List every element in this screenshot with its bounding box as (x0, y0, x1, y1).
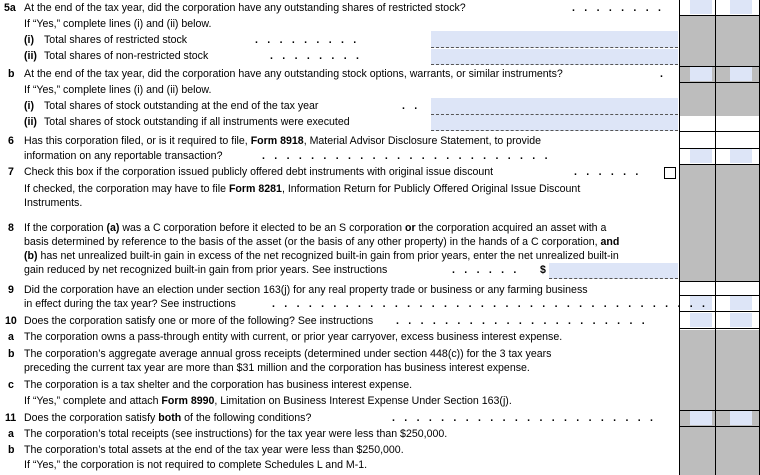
line-11b-text: The corporation’s total assets at the end of the tax year were less than $250,000. (24, 444, 404, 456)
form-8918: Form 8918 (250, 135, 304, 147)
line-5b-i-number: (i) (24, 100, 34, 112)
line-number-10: 10 (5, 315, 17, 327)
line-5b-i-label: Total shares of stock outstanding at the end of the tax year (44, 100, 319, 112)
leader-dots: . (660, 68, 667, 80)
text: the corporation acquired an asset with a (415, 222, 607, 234)
answer-yes-10[interactable] (690, 313, 712, 327)
row-divider (679, 426, 760, 427)
line-11a-text: The corporation’s total receipts (see instructions) for the tax year were less than $250,000. (24, 428, 448, 440)
text: has net unrealized built-in gain in excess of the net recognized built-in gain from prior years, enter the net unrealized built-in (37, 250, 619, 262)
line-number-8: 8 (8, 222, 14, 234)
line-number-5b: b (8, 68, 15, 80)
answer-no-11[interactable] (730, 411, 752, 425)
line-5b-instruction: If “Yes,” complete lines (i) and (ii) below. (24, 84, 212, 96)
line-8-row2 (24, 236, 619, 249)
line-number-5a: 5a (4, 2, 16, 14)
dollar-sign: $ (540, 264, 546, 276)
row-divider (679, 82, 760, 83)
line-8-row4: gain reduced by net recognized built-in gain from prior years. See instructions (24, 264, 388, 276)
answer-no-9[interactable] (730, 296, 752, 310)
row-divider (679, 328, 760, 329)
leader-dots: . . . . . . . . . (255, 34, 360, 46)
text: of the following conditions? (181, 412, 312, 424)
line-10b-row1: The corporation’s aggregate average annual gross receipts (determined under section 448(c)) for the 3 tax years (24, 348, 552, 360)
line-6-question-row2: information on any reportable transaction? (24, 150, 223, 162)
line-number-6: 6 (8, 135, 14, 147)
line-5a-i-label: Total shares of restricted stock (44, 34, 188, 46)
line-7-instruction-row1 (24, 183, 580, 196)
line-10c-instruction (24, 395, 512, 408)
line-number-11a: a (8, 428, 14, 440)
form-8990: Form 8990 (161, 395, 215, 407)
line-5a-ii-label: Total shares of non-restricted stock (44, 50, 209, 62)
leader-dots: . . . . . . . . (572, 2, 665, 14)
line-5b-ii-label: Total shares of stock outstanding if all instruments were executed (44, 116, 350, 128)
answer-no-10[interactable] (730, 313, 752, 327)
line-9-row1: Did the corporation have an election under section 163(j) for any real property trade or business or any farming business (24, 284, 588, 296)
leader-dots: . . . . . . . . . . . . . . . . . . . . . . . . (262, 150, 551, 162)
line-6-question-row1 (24, 135, 541, 148)
text: Does the corporation satisfy (24, 412, 159, 424)
answer-yes-5a[interactable] (690, 0, 712, 14)
line-10-question: Does the corporation satisfy one or more of the following? See instructions (24, 315, 374, 327)
leader-dots: . . (402, 100, 421, 112)
restricted-stock-shares-field[interactable] (431, 31, 678, 48)
leader-dots: . . . . . . . . . . . . . . . . . . . . . (396, 315, 648, 327)
line-7-instruction-row2: Instruments. (24, 197, 83, 209)
row-divider (679, 164, 760, 165)
line-7-question: Check this box if the corporation issued publicly offered debt instruments with original issue discount (24, 166, 494, 178)
leader-dots: . . . . . . . . (270, 50, 363, 62)
shaded-region (679, 330, 760, 475)
line-5a-i-number: (i) (24, 34, 34, 46)
column-divider (679, 0, 680, 475)
line-5a-instruction: If “Yes,” complete lines (i) and (ii) below. (24, 18, 212, 30)
line-11-question (24, 412, 311, 425)
line-11-instruction: If “Yes,” the corporation is not required to complete Schedules L and M-1. (24, 459, 368, 471)
line-number-11b: b (8, 444, 15, 456)
row-divider (679, 281, 760, 282)
leader-dots: . . . . . . (574, 166, 642, 178)
row-divider (679, 131, 760, 132)
leader-dots: . . . . . . . . . . . . . . . . . . . . . . . . . . . . . . . . . . . . (272, 298, 709, 310)
non-restricted-stock-shares-field[interactable] (431, 49, 678, 65)
leader-dots: . . . . . . . . . . . . . . . . . . . . . . (392, 412, 657, 424)
line-10b-row2: preceding the current tax year are more than $31 million and the corporation has business interest expense. (24, 362, 530, 374)
line-number-10a: a (8, 331, 14, 343)
row-divider (679, 148, 760, 149)
text: , Limitation on Business Interest Expense Under Section 163(j). (214, 395, 512, 407)
text: , Material Advisor Disclosure Statement, to provide (303, 135, 541, 147)
text: , Information Return for Publicly Offered Original Issue Discount (281, 183, 581, 195)
text: If “Yes,” complete and attach (24, 395, 162, 407)
answer-no-5a[interactable] (730, 0, 752, 14)
line-5a-question: At the end of the tax year, did the corporation have any outstanding shares of restricted stock? (24, 2, 466, 14)
line-9-row2: in effect during the tax year? See instructions (24, 298, 236, 310)
row-divider (679, 295, 760, 296)
answer-yes-5b[interactable] (690, 67, 712, 81)
column-divider (715, 0, 716, 475)
line-5a-ii-number: (ii) (24, 50, 37, 62)
line-8-row1 (24, 222, 606, 235)
text: or (405, 222, 416, 234)
text: both (158, 412, 182, 424)
line-10a-text: The corporation owns a pass-through entity with current, or prior year carryover, excess business interest expense. (24, 331, 563, 343)
answer-yes-6[interactable] (690, 149, 712, 163)
answer-yes-11[interactable] (690, 411, 712, 425)
line-number-10b: b (8, 348, 15, 360)
line-8-row3 (24, 250, 619, 263)
text: basis determined by reference to the basis of the asset (or the basis of any other property) in the hands of a C corporation, (24, 236, 601, 248)
row-divider (679, 66, 760, 67)
shares-outstanding-if-executed-field[interactable] (431, 115, 678, 131)
answer-no-6[interactable] (730, 149, 752, 163)
text: (b) (24, 250, 38, 262)
leader-dots: . . . . . . (452, 264, 520, 276)
answer-no-5b[interactable] (730, 67, 752, 81)
form-8281: Form 8281 (228, 183, 282, 195)
text: If checked, the corporation may have to file (24, 183, 229, 195)
text: and (600, 236, 620, 248)
line-5b-ii-number: (ii) (24, 116, 37, 128)
line-number-10c: c (8, 379, 14, 391)
net-unrealized-built-in-gain-field[interactable] (549, 263, 678, 279)
row-divider (679, 15, 760, 16)
row-divider (679, 311, 760, 312)
text: (a) (106, 222, 120, 234)
oid-debt-checkbox[interactable] (664, 167, 676, 179)
line-number-9: 9 (8, 284, 14, 296)
shares-outstanding-end-year-field[interactable] (431, 98, 678, 115)
text: If the corporation (24, 222, 107, 234)
line-10c-text: The corporation is a tax shelter and the corporation has business interest expense. (24, 379, 413, 391)
row-divider (679, 410, 760, 411)
line-5b-question: At the end of the tax year, did the corporation have any outstanding stock options, warrants, or similar instruments? (24, 68, 563, 80)
line-number-7: 7 (8, 166, 14, 178)
text: was a C corporation before it elected to be an S corporation (119, 222, 406, 234)
shaded-region (679, 165, 760, 281)
text: Has this corporation filed, or is it required to file, (24, 135, 251, 147)
line-number-11: 11 (5, 412, 17, 424)
